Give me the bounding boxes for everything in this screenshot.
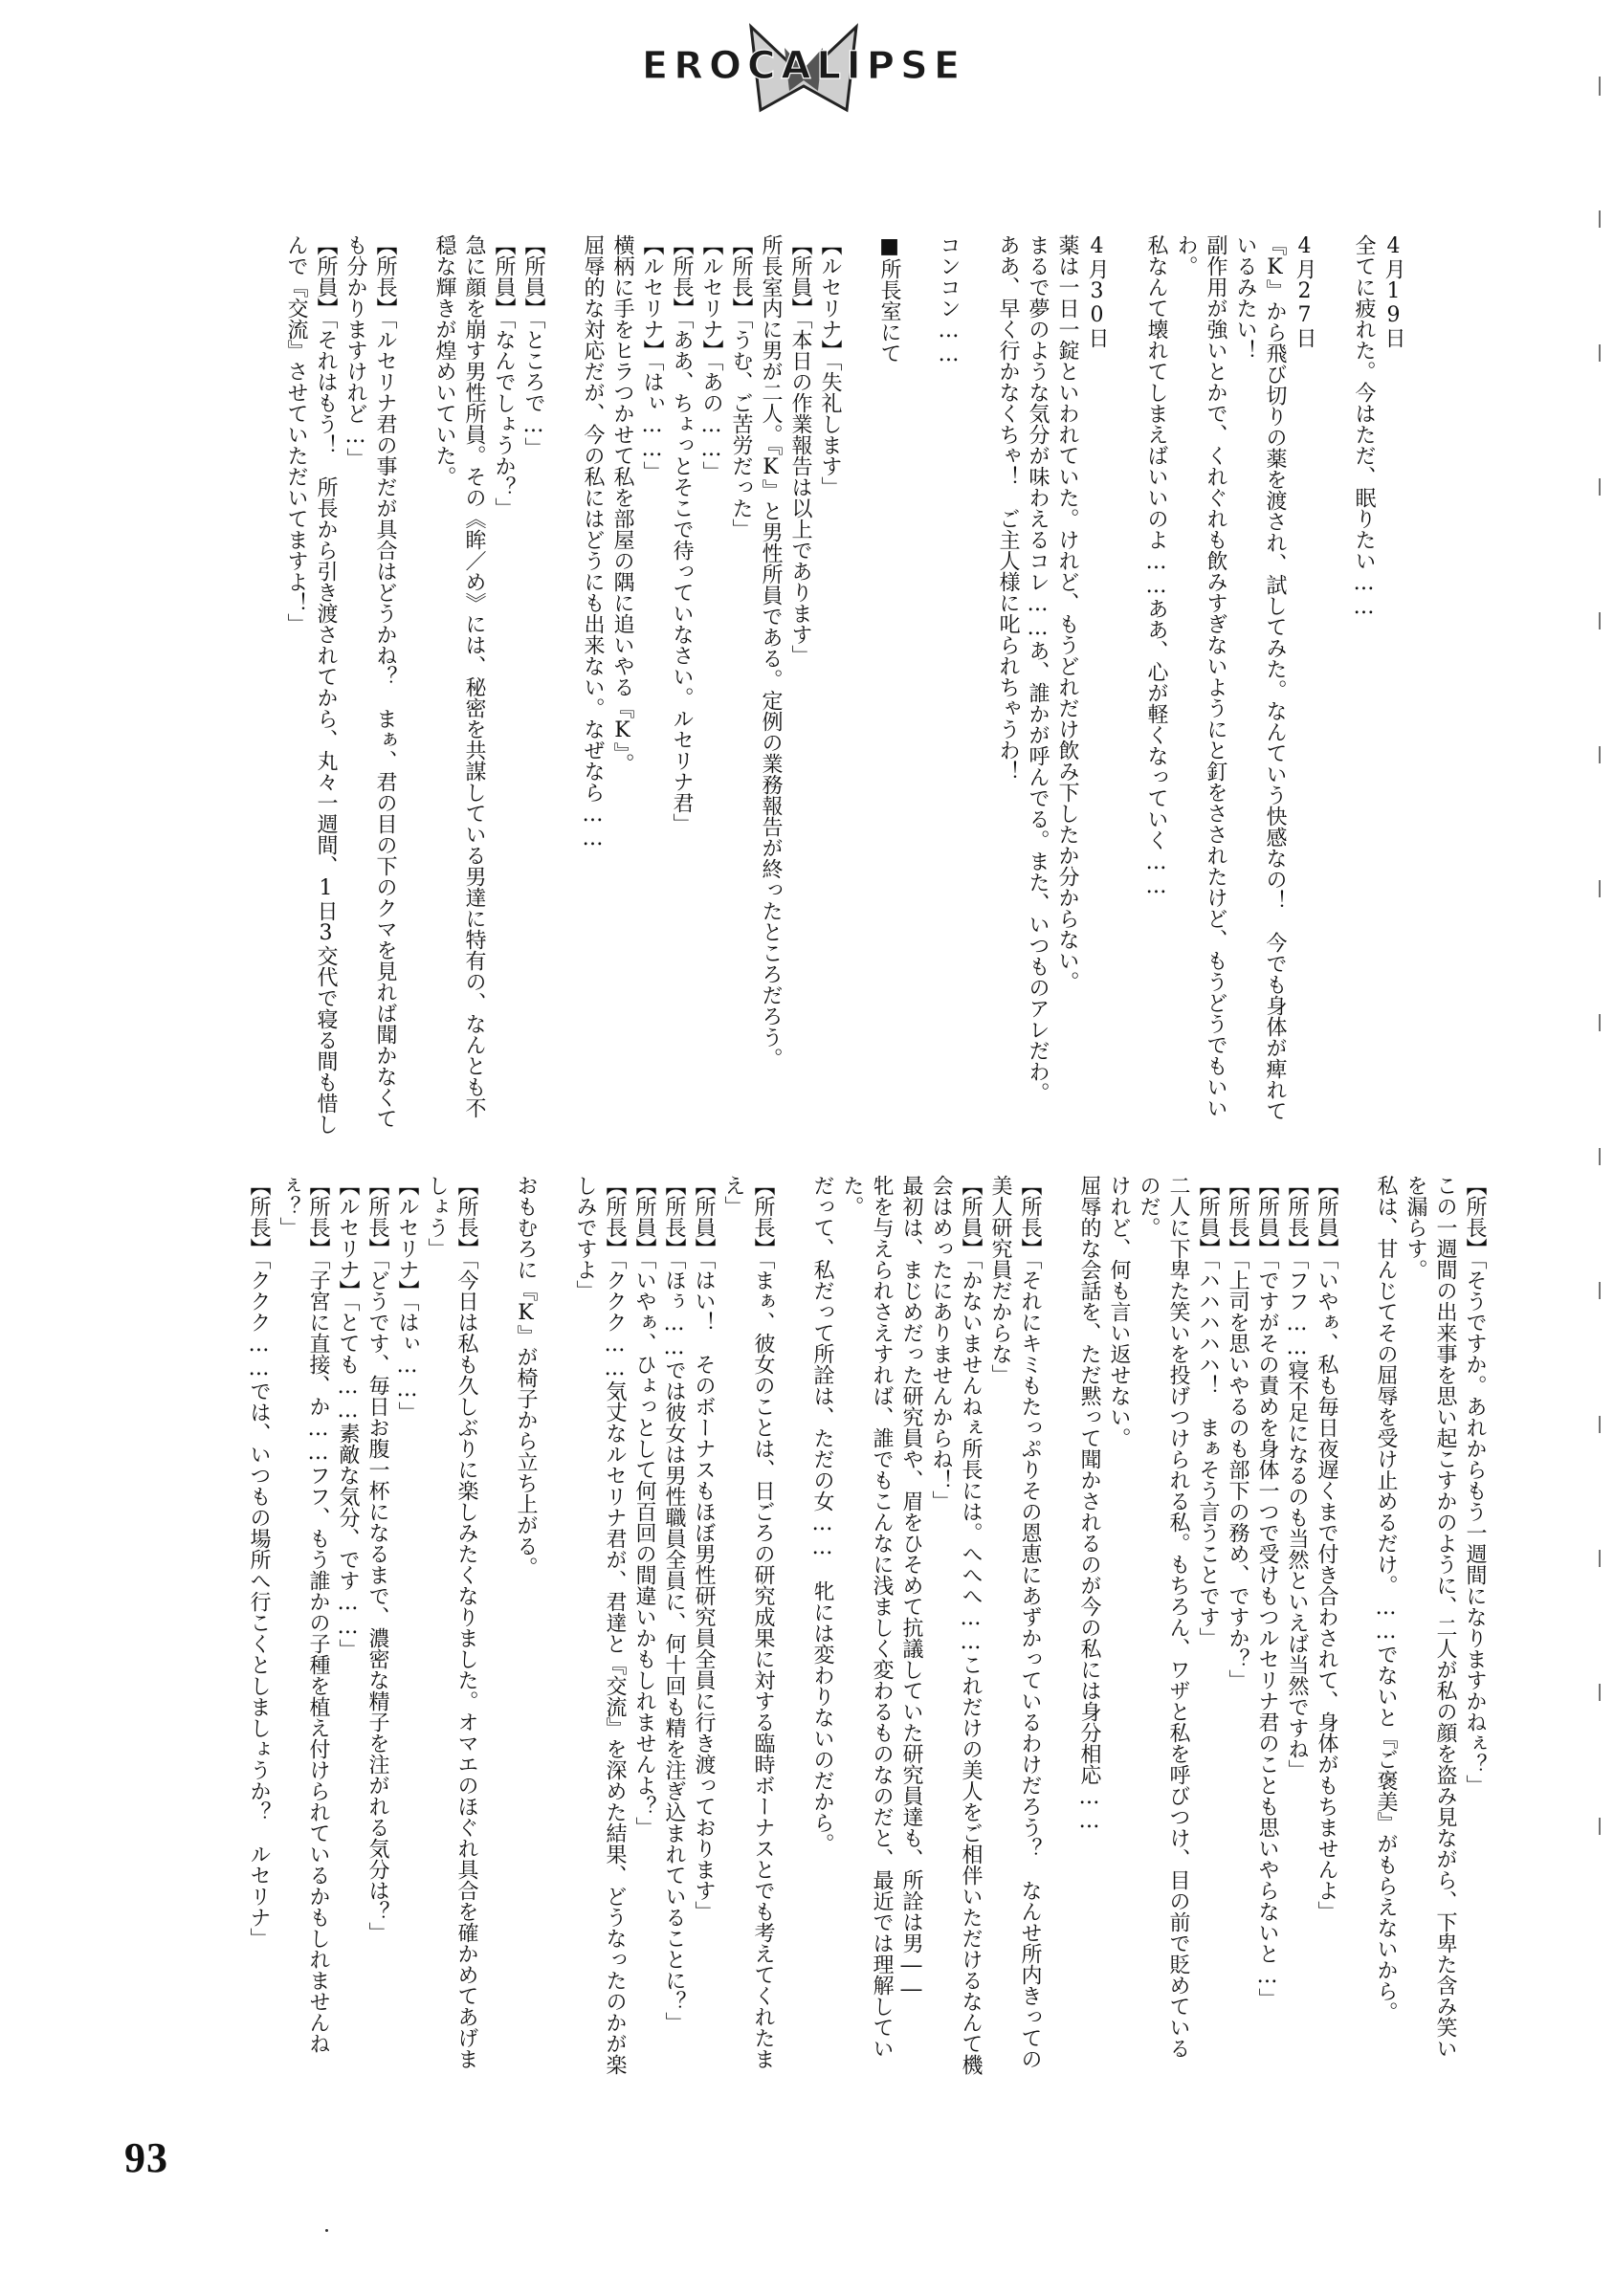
speck-mark: [325, 2229, 328, 2232]
text-column-top: 4月19日 全てに疲れた。今はただ、眠りたい…… 4月27日 『K』から飛び切りの薬を渡され、試してみた。なんていう快感なの！ 今でも身体が痺れているみたい！ 副作用が強いとかで、くれぐれも飲みすぎないようにと釘をさされたけど、もうどうでもいいわ。 私なんて壊れてしまえばいいのよ……ああ、心が軽くなっていく…… 4月30日 薬は一日一錠といわれていた。けれど、もうどれだけ飲み下したか分からない。 まるで夢のような気分が味わえるコレ……あ、誰かが呼んでる。また、いつものアレだわ。 ああ、早く行かなくちゃ！ ご主人様に叱られちゃうわ！ コンコン…… ■所長室にて 【ルセリナ】「失礼します」 【所員】「本日の作業報告は以上であります」 所長室内に男が二人。『K』と男性所員である。定例の業務報告が終ったところだろう。 【所長】「うむ、ご苦労だった」 【ルセリナ】「あの……」 【所長】「ああ、ちょっとそこで待っていなさい。ルセリナ君」 【ルセリナ】「はぃ……」 横柄に手をヒラつかせて私を部屋の隅に追いやる『K』。 屈辱的な対応だが、今の私にはどうにも出来ない。なぜなら…… 【所員】「ところで…」 【所員】「なんでしょうか？」 急に顔を崩す男性所員。その《眸／め》には、秘密を共謀している男達に特有の、なんとも不穏な輝きが煌めいていた。 【所長】「ルセリナ君の事だが具合はどうかね？ まぁ、君の目の下のクマを見れば聞かなくても分かりますけれど…」 【所員】「それはもう！ 所長から引き渡されてから、丸々一週間、1日3交代で寝る間も惜しんで『交流』させていただいてますよ！」: [284, 234, 1405, 1135]
text-column-bottom: 【所長】「そうですか。あれからもう一週間になりますかねぇ？」 この一週間の出来事を思い起こすかのように、二人が私の顔を盗み見ながら、下卑た含み笑いを漏らす。 私は、甘んじてその屈辱を受け止めるだけ。……でないと『ご褒美』がもらえないから。 【所員】「いやぁ、私も毎日夜遅くまで付き合わされて、身体がもちませんよ」 【所長】「フフ……寝不足になるのも当然といえば当然ですね」 【所員】「ですがその責めを身体一つで受けもつルセリナ君のことも思いやらないと…」 【所長】「上司を思いやるのも部下の務め、ですか？」 【所員】「ハハハハハ！ まぁそう言うことです」 二人に下卑た笑いを投げつけられる私。もちろん、ワザと私を呼びつけ、目の前で貶めているのだ。 けれど、何も言い返せない。 屈辱的な会話を、ただ黙って聞かされるのが今の私には身分相応…… 【所長】「それにキミもたっぷりその恩恵にあずかっているわけだろう？ なんせ所内きっての美人研究員だからな」 【所員】「かないませんねぇ所長には。へへへ……これだけの美人をご相伴いただけるなんて機会はめったにありませんからね！」 最初は、まじめだった研究員や、眉をひそめて抗議していた研究員達も、所詮は男―― 牝を与えられさえすれば、誰でもこんなに浅ましく変わるものなのだと、最近では理解していた。 だって、私だって所詮は、ただの女…… 牝には変わりないのだから。 【所長】「まぁ、彼女のことは、日ごろの研究成果に対する臨時ボーナスとでも考えてくれたまえ」 【所員】「はい！ そのボーナスもほぼ男性研究員全員に行き渡っております」 【所長】「ほぅ……では彼女は男性職員全員に、何十回も精を注ぎ込まれていることに？」 【所員】「いやぁ、ひょっとして何百回の間違いかもしれませんよ？」 【所長】「ククク……気丈なルセリナ君が、君達と『交流』を深めた結果、どうなったのかが楽しみですよ」 おもむろに『K』が椅子から立ち上がる。 【所長】「今日は私も久しぶりに楽しみたくなりました。オマエのほぐれ具合を確かめてあげましょう」 【ルセリナ】「はぃ……」 【所長】「どうです、毎日お腹一杯になるまで、濃密な精子を注がれる気分は？」 【ルセリナ】「とても……素敵な気分、です……」 【所長】「子宮に直接、か……フフ、もう誰かの子種を植え付けられているかもしれませんねぇ？」 【所長】「ククク……では、いつもの場所へ行こくとしましょうか？ ルセリナ」: [247, 1175, 1487, 2075]
edge-dash-marks: [1593, 57, 1606, 1875]
logo-graphic: [641, 19, 966, 124]
logo-text: EROCALIPSE: [641, 44, 966, 88]
page-number: 93: [124, 2134, 168, 2181]
header-logo: [641, 19, 966, 124]
